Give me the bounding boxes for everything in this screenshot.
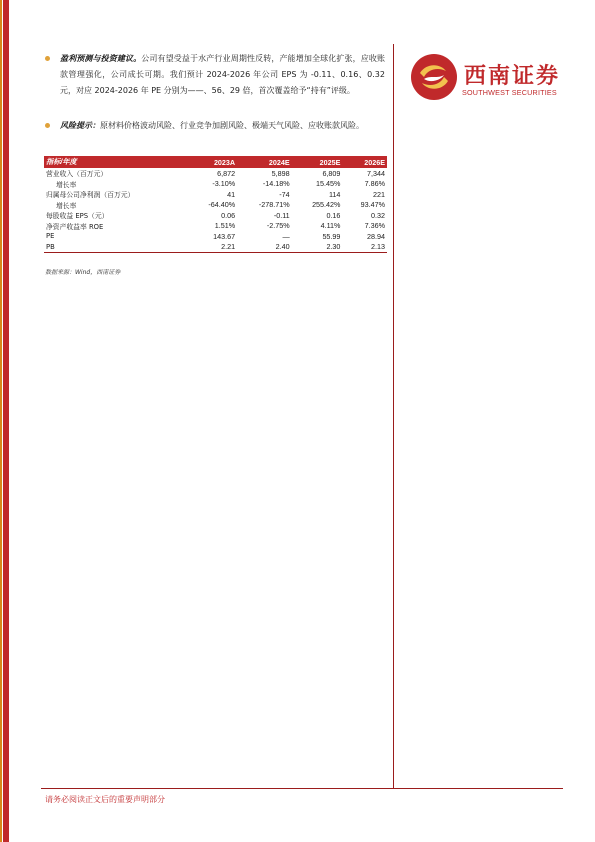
data-source-note: 数据来源：Wind，西南证券 (45, 269, 121, 276)
table-cell: 2.13 (342, 242, 387, 253)
row-label: 净资产收益率 ROE (46, 222, 104, 231)
table-cell: -0.11 (273, 210, 290, 220)
bullet-investment-advice (45, 51, 385, 99)
table-cell: 221 (373, 189, 385, 199)
financial-forecast-table (44, 156, 387, 253)
table-cell: 93.47% (360, 200, 385, 210)
bullet-dot-icon (45, 123, 50, 128)
table-cell: 143.67 (213, 231, 236, 241)
table-cell: 5,898 (271, 168, 290, 178)
table-row (44, 210, 387, 221)
table-header-cell: 2023A (189, 156, 237, 168)
row-label: 营业收入（百万元） (46, 170, 108, 179)
left-edge-stripe (0, 0, 9, 842)
bullet-body: 原材料价格波动风险、行业竞争加剧风险、极端天气风险、应收账款风险。 (100, 121, 364, 130)
bullet-heading: 盈利预测与投资建议。 (60, 54, 142, 63)
table-cell: -14.18% (262, 179, 290, 189)
bullet-risk (45, 118, 385, 134)
brand-logo (410, 53, 560, 103)
table-cell: 28.94 (367, 231, 385, 241)
footer-disclaimer: 请务必阅读正文后的重要声明部分 (45, 795, 165, 804)
bullet-dot-icon (45, 56, 50, 61)
table-header-cell: 2026E (342, 156, 387, 168)
row-label: 增长率 (56, 180, 77, 189)
table-cell: -278.71% (258, 200, 290, 210)
table-cell: 7,344 (367, 168, 385, 178)
bullet-body: 公司有望受益于水产行业周期性反转，产能增加全球化扩张，应收账款管理强化，公司成长可期。我们预计 2024-2026 年公司 EPS 为 -0.11、0.16、0.32 元，对应 2024-2026 年 PE 分别为——、56、29 倍，首次覆盖给予“持有”评级。 (60, 54, 385, 95)
table-header-cell: 2025E (292, 156, 343, 168)
table-row (44, 221, 387, 232)
table-cell: 0.16 (326, 210, 341, 220)
table-row (44, 168, 387, 179)
footer-divider (41, 788, 563, 789)
brand-name-en: SOUTHWEST SECURITIES (462, 88, 557, 97)
table-cell: 7.36% (364, 221, 385, 231)
table-cell: 2.21 (189, 242, 237, 253)
table-row (44, 179, 387, 190)
brand-name-cn: 西南证券 (464, 63, 561, 89)
table-cell: 255.42% (312, 200, 341, 210)
row-label: 归属母公司净利润（百万元） (46, 191, 135, 200)
table-header-row (44, 156, 387, 168)
table-cell: 1.51% (214, 221, 236, 231)
table-cell: 114 (328, 189, 341, 199)
table-row (44, 200, 387, 211)
row-label: PE (46, 232, 55, 241)
table-cell: 4.11% (320, 221, 341, 231)
column-divider (393, 44, 394, 788)
table-row (44, 242, 387, 253)
row-label: 每股收益 EPS（元） (46, 212, 109, 221)
table-row (44, 189, 387, 200)
table-header-cell: 指标/年度 (44, 156, 189, 168)
table-cell: 0.06 (221, 210, 236, 220)
table-cell: 2.40 (237, 242, 292, 253)
table-cell: 2.30 (292, 242, 343, 253)
table-cell: -2.75% (266, 221, 290, 231)
brand-logo-icon (410, 53, 458, 101)
row-label: 增长率 (56, 201, 77, 210)
row-label: PB (44, 242, 189, 253)
table-cell: 55.99 (322, 231, 341, 241)
table-cell: 0.32 (371, 210, 385, 220)
table-cell: 15.45% (316, 179, 341, 189)
table-cell: 7.86% (364, 179, 385, 189)
bullet-heading: 风险提示： (60, 121, 100, 130)
table-cell: 41 (227, 189, 236, 199)
table-cell: 6,809 (322, 168, 341, 178)
table-cell: -64.40% (208, 200, 236, 210)
table-row (44, 231, 387, 242)
table-cell: 6,872 (217, 168, 236, 178)
table-cell: -3.10% (212, 179, 236, 189)
table-cell: — (282, 231, 290, 241)
table-cell: -74 (279, 189, 290, 199)
table-header-cell: 2024E (237, 156, 292, 168)
